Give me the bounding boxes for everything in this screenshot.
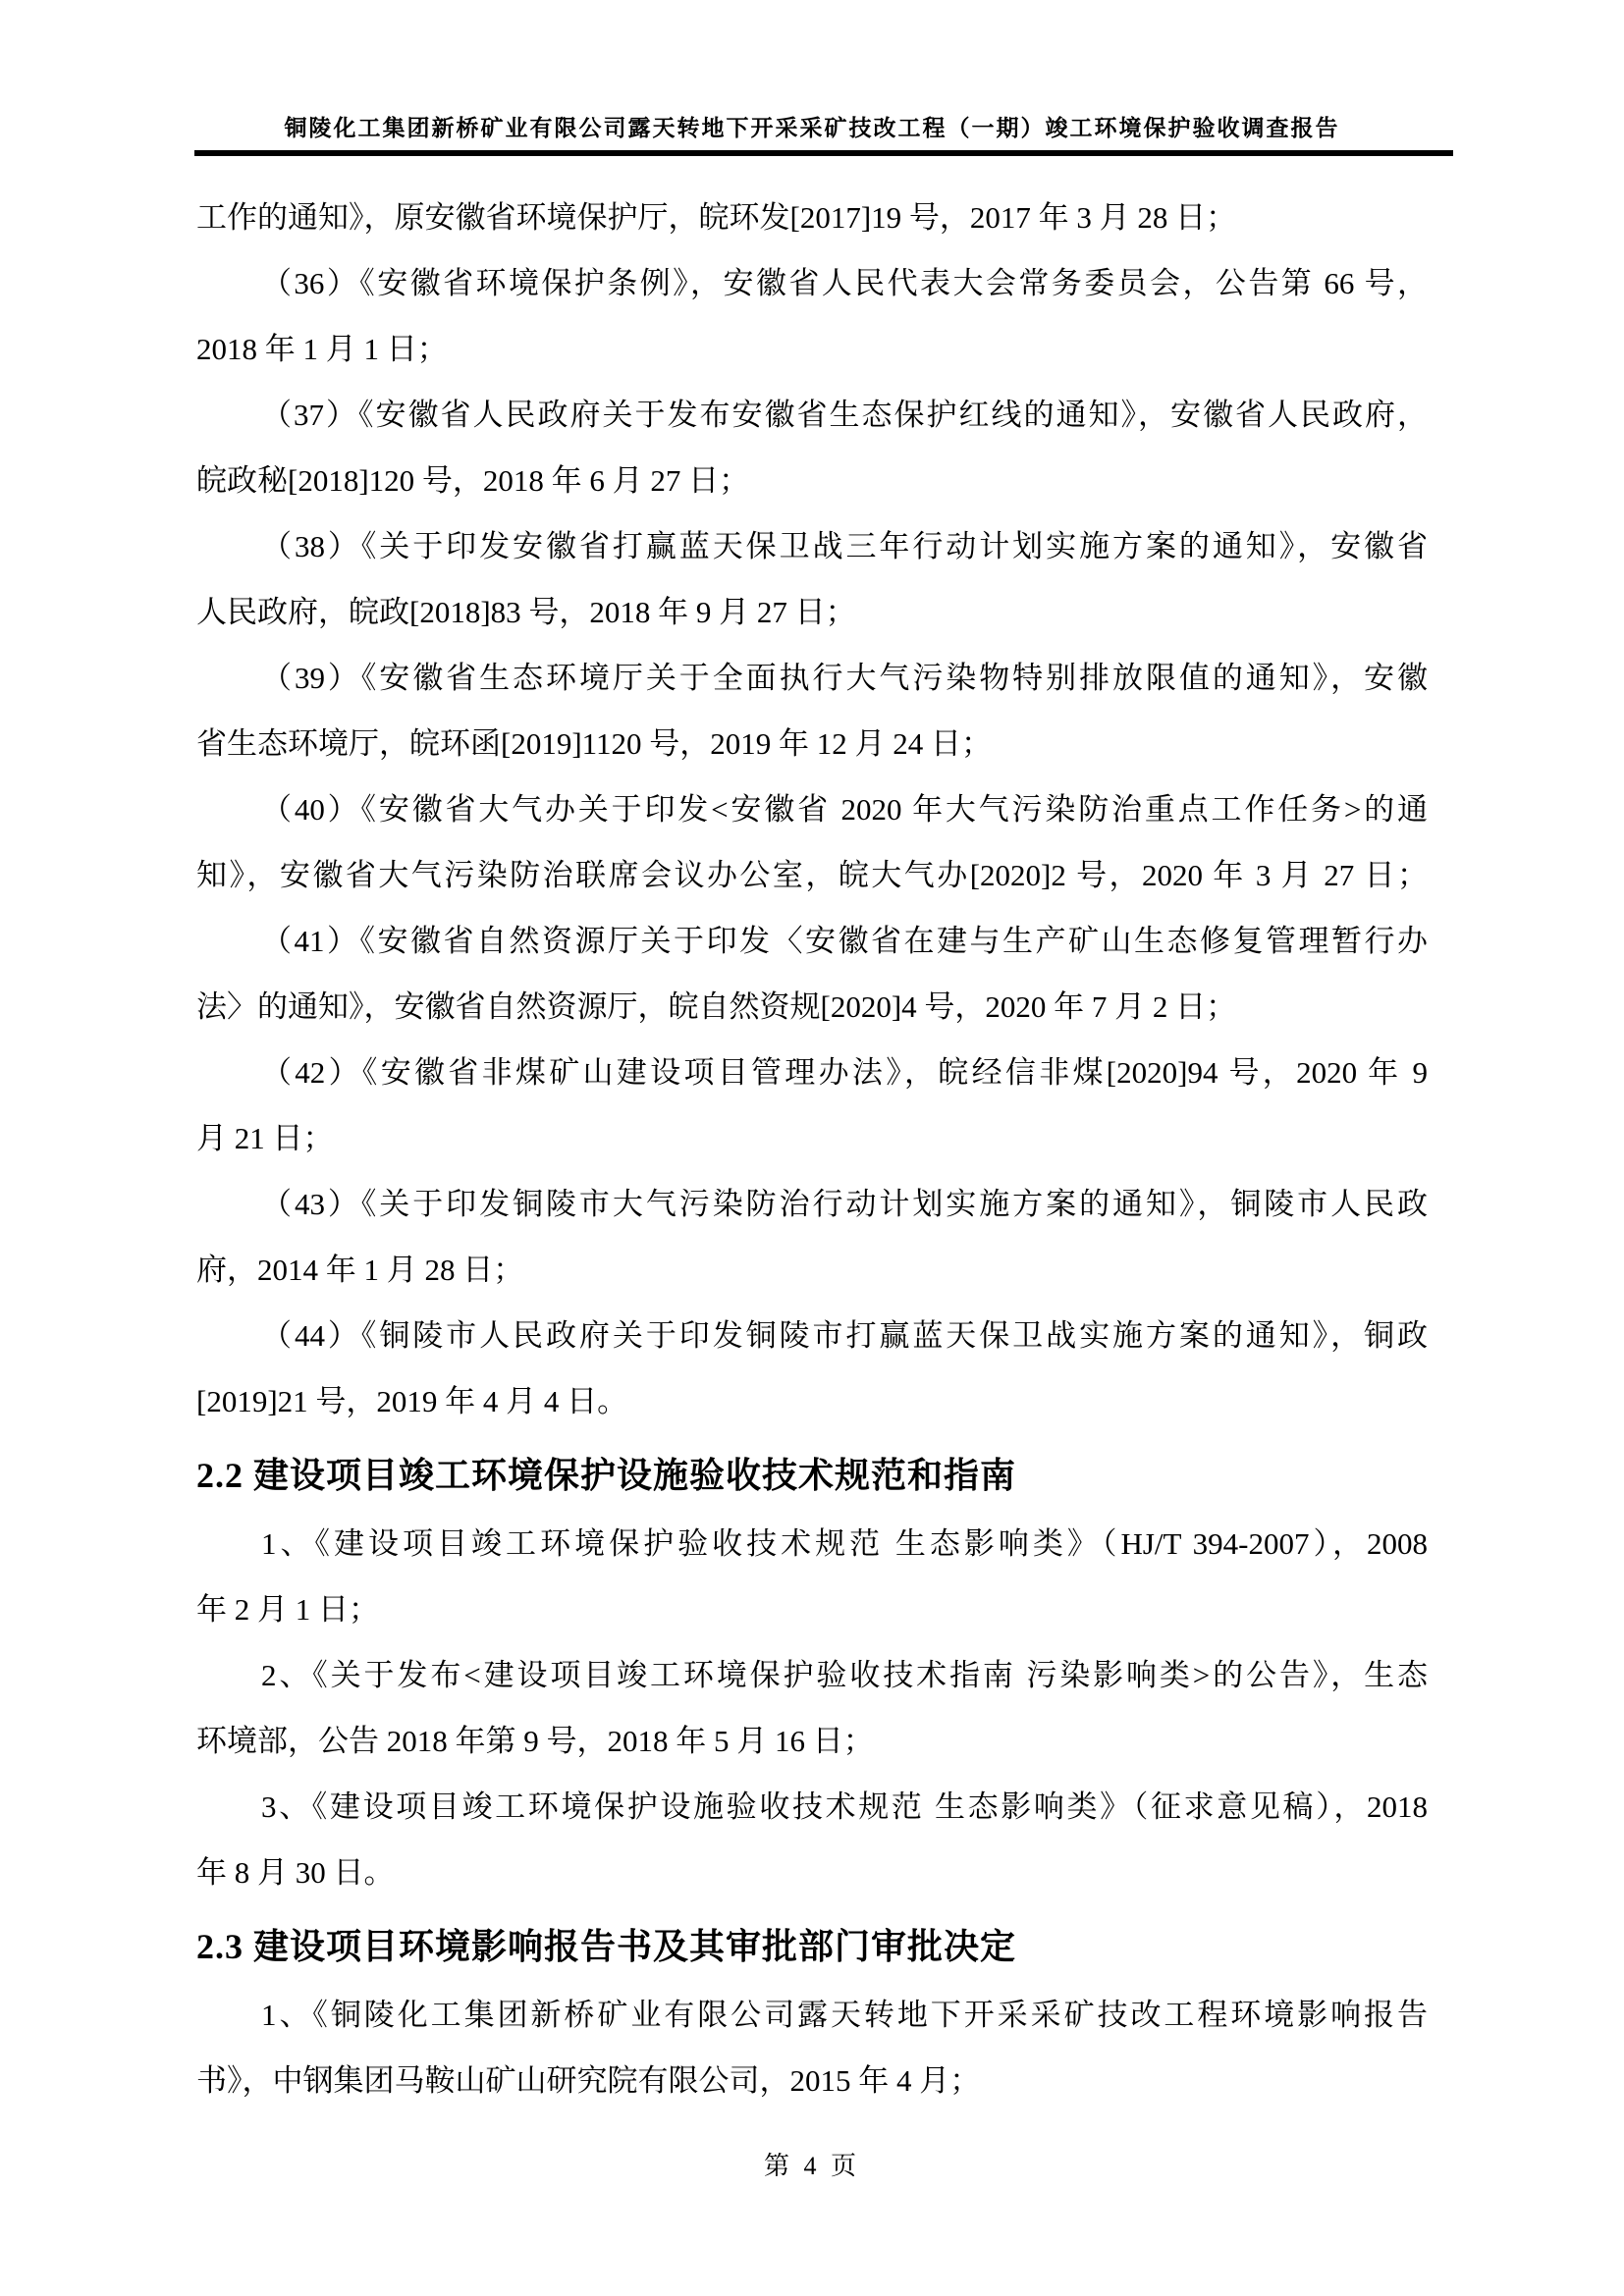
text-line: （43）《关于印发铜陵市大气污染防治行动计划实施方案的通知》，铜陵市人民政 [261, 1187, 1428, 1221]
page-number: 第 4 页 [763, 2152, 860, 2180]
text-line: （40）《安徽省大气办关于印发<安徽省 2020 年大气污染防治重点工作任务>的通 [261, 792, 1428, 827]
text-line: 府，2014 年 1 月 28 日； [196, 1253, 524, 1287]
text-line: （42）《安徽省非煤矿山建设项目管理办法》，皖经信非煤[2020]94 号，2020 年 9 [261, 1055, 1428, 1090]
text-line: 月 21 日； [196, 1121, 334, 1155]
text-line: [2019]21 号，2019 年 4 月 4 日。 [196, 1384, 628, 1418]
text-line: （36）《安徽省环境保护条例》，安徽省人民代表大会常务委员会，公告第 66 号， [261, 266, 1428, 300]
text-line: 2018 年 1 月 1 日； [196, 332, 448, 366]
text-line: 1、《建设项目竣工环境保护验收技术规范 生态影响类》（HJ/T 394-2007），2008 [261, 1526, 1428, 1561]
text-line: （41）《安徽省自然资源厅关于印发〈安徽省在建与生产矿山生态修复管理暂行办 [261, 924, 1428, 958]
page-footer [0, 2146, 1624, 2182]
text-line: 知》，安徽省大气污染防治联席会议办公室，皖大气办[2020]2 号，2020 年 3 月 27 日； [196, 858, 1428, 892]
text-line: 书》，中钢集团马鞍山矿山研究院有限公司，2015 年 4 月； [196, 2063, 981, 2098]
text-line: 1、《铜陵化工集团新桥矿业有限公司露天转地下开采采矿技改工程环境影响报告 [261, 1998, 1428, 2032]
text-line: 年 8 月 30 日。 [196, 1855, 395, 1890]
text-line: 省生态环境厅，皖环函[2019]1120 号，2019 年 12 月 24 日； [196, 726, 992, 761]
text-line: 2、《关于发布<建设项目竣工环境保护验收技术指南 污染影响类>的公告》，生态 [261, 1658, 1428, 1692]
text-line: 工作的通知》，原安徽省环境保护厅，皖环发[2017]19 号，2017 年 3 月 28 日； [196, 200, 1237, 235]
section-heading-2-2: 2.2 建设项目竣工环境保护设施验收技术规范和指南 [196, 1456, 1017, 1495]
text-line: 皖政秘[2018]120 号，2018 年 6 月 27 日； [196, 463, 750, 498]
text-line: （38）《关于印发安徽省打赢蓝天保卫战三年行动计划实施方案的通知》，安徽省 [261, 529, 1428, 563]
text-line: 年 2 月 1 日； [196, 1592, 379, 1627]
page-header [196, 0, 1428, 156]
text-line: 法〉的通知》，安徽省自然资源厅，皖自然资规[2020]4 号，2020 年 7 月 2 日； [196, 989, 1237, 1024]
text-line: 人民政府，皖政[2018]83 号，2018 年 9 月 27 日； [196, 595, 856, 629]
text-line: （44）《铜陵市人民政府关于印发铜陵市打赢蓝天保卫战实施方案的通知》，铜政 [261, 1318, 1428, 1353]
text-line: （39）《安徽省生态环境厅关于全面执行大气污染物特别排放限值的通知》，安徽 [261, 661, 1428, 695]
section-heading-2-3: 2.3 建设项目环境影响报告书及其审批部门审批决定 [196, 1927, 1017, 1966]
text-line: （37）《安徽省人民政府关于发布安徽省生态保护红线的通知》，安徽省人民政府， [261, 398, 1428, 432]
header-rule [194, 150, 1453, 156]
running-header-title: 铜陵化工集团新桥矿业有限公司露天转地下开采采矿技改工程（一期）竣工环境保护验收调查报告 [284, 116, 1340, 140]
text-line: 环境部，公告 2018 年第 9 号，2018 年 5 月 16 日； [196, 1724, 874, 1758]
document-body [196, 185, 1428, 2113]
text-line: 3、《建设项目竣工环境保护设施验收技术规范 生态影响类》（征求意见稿），2018 [261, 1789, 1428, 1824]
